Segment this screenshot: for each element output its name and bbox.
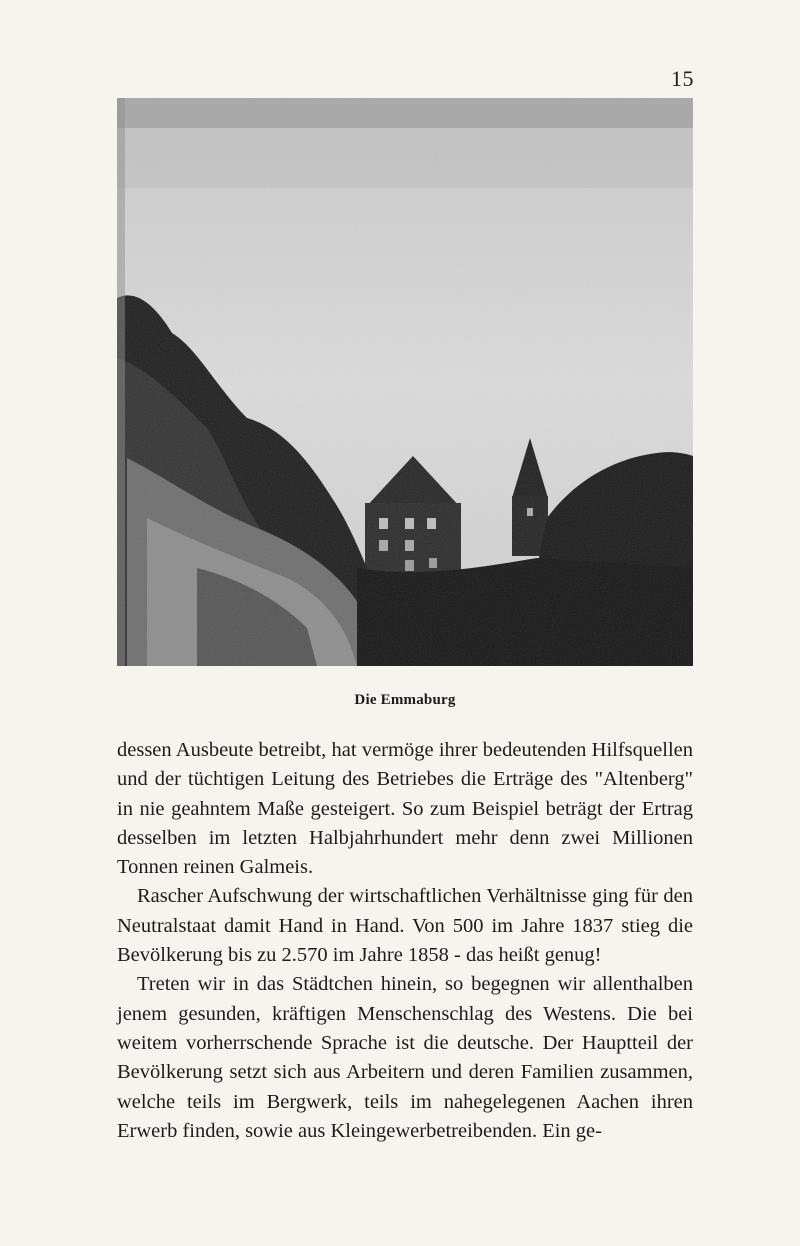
body-text bbox=[117, 736, 693, 1146]
castle-photo bbox=[117, 98, 693, 666]
paragraph: Treten wir in das Städtchen hinein, so begegnen wir allenthalben jenem gesunden, kräftigen Menschenschlag des Westens. Die bei weitem vorherrschende Sprache ist die deutsche. Der Hauptteil der Bevölkerung setzt sich aus Arbeitern und deren Familien zusammen, welche teils im Bergwerk, teils im nahegelegenen Aachen ihren Erwerb finden, sowie aus Kleingewerbetreibenden. Ein ge- bbox=[117, 973, 693, 1142]
paragraph: Rascher Aufschwung der wirtschaftlichen Verhältnisse ging für den Neutralstaat damit Hand in Hand. Von 500 im Jahre 1837 stieg die Bevölkerung bis zu 2.570 im Jahre 1858 - das heißt genug! bbox=[117, 885, 693, 967]
figure-caption: Die Emmaburg bbox=[354, 692, 456, 708]
paragraph: dessen Ausbeute betreibt, hat vermöge ihrer bedeutenden Hilfsquellen und der tüchtigen Leitung des Betriebes die Erträge des "Altenberg" in nie geahntem Maße gesteigert. So zum Beispiel beträgt der Ertrag desselben im letzten Halbjahrhundert mehr denn zwei Millionen Tonnen reinen Galmeis. bbox=[117, 739, 693, 879]
page-number: 15 bbox=[671, 66, 694, 91]
